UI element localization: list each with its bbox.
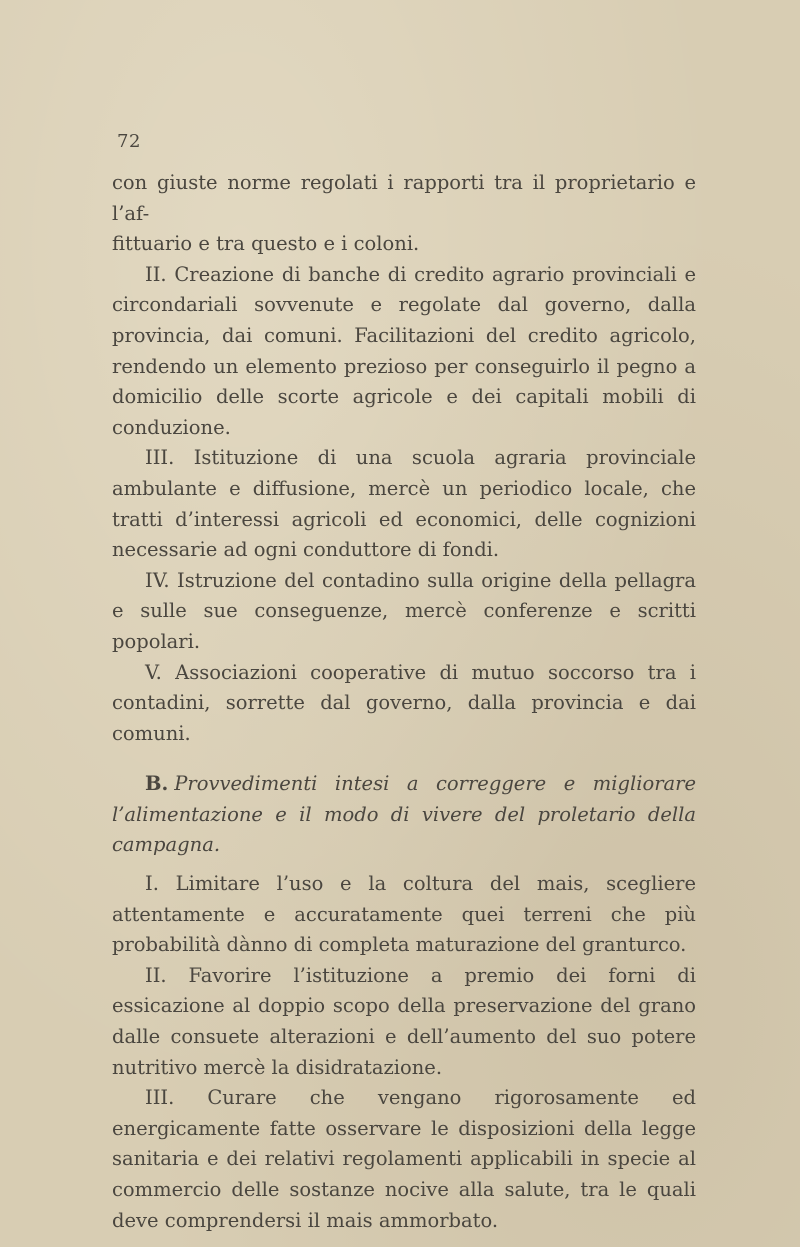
paragraph-b-i: I. Limitare l’uso e la coltura del mais, scegliere attentamente e accuratamente quei terreni che più probabilità dànno di completa maturazione del granturco.	[112, 872, 696, 957]
paragraph-a-ii: II. Creazione di banche di credito agrario provinciali e circondariali sovvenute e regolate dal governo, dalla provincia, dai comuni. Facilitazioni del credito agricolo, rendendo un elemento prezioso per conseguirlo il pegno a domicilio delle scorte agricole e dei capitali mobili di conduzione.	[112, 262, 696, 439]
section-b-heading	[112, 769, 696, 861]
paragraph-b-ii: II. Favorire l’istituzione a premio dei forni di essicazione al doppio scopo della preservazione del grano dalle consuete alterazioni e dell’aumento del suo potere nutritivo mercè la disidratazione.	[112, 963, 696, 1079]
section-b-letter: B.	[145, 772, 169, 796]
body-text	[112, 168, 696, 1236]
paragraph-b-iii: III. Curare che vengano rigorosamente ed energicamente fatte osservare le disposizioni della legge sanitaria e dei relativi regolamenti applicabili in specie al commercio delle sostanze nocive alla salute, tra le quali deve comprendersi il mais ammorbato.	[112, 1086, 696, 1232]
section-b-title: Provvedimenti intesi a correggere e migliorare l’alimentazione e il modo di vivere del proletario della campagna.	[112, 772, 696, 857]
paragraph-a-iv: IV. Istruzione del contadino sulla origine della pellagra e sulle sue conseguenze, mercè conferenze e scritti popolari.	[112, 568, 696, 653]
continuation-line-1: con giuste norme regolati i rapporti tra il proprietario e l’af-	[112, 171, 696, 225]
page-number: 72	[117, 131, 141, 152]
continuation-line-2: fittuario e tra questo e i coloni.	[112, 232, 420, 256]
paragraph-a-iii: III. Istituzione di una scuola agraria provinciale ambulante e diffusione, mercè un periodico locale, che tratti d’interessi agricoli ed economici, delle cognizioni necessarie ad ogni conduttore di fondi.	[112, 446, 696, 562]
paragraph-a-v: V. Associazioni cooperative di mutuo soccorso tra i contadini, sorrette dal governo, dalla provincia e dai comuni.	[112, 660, 696, 745]
